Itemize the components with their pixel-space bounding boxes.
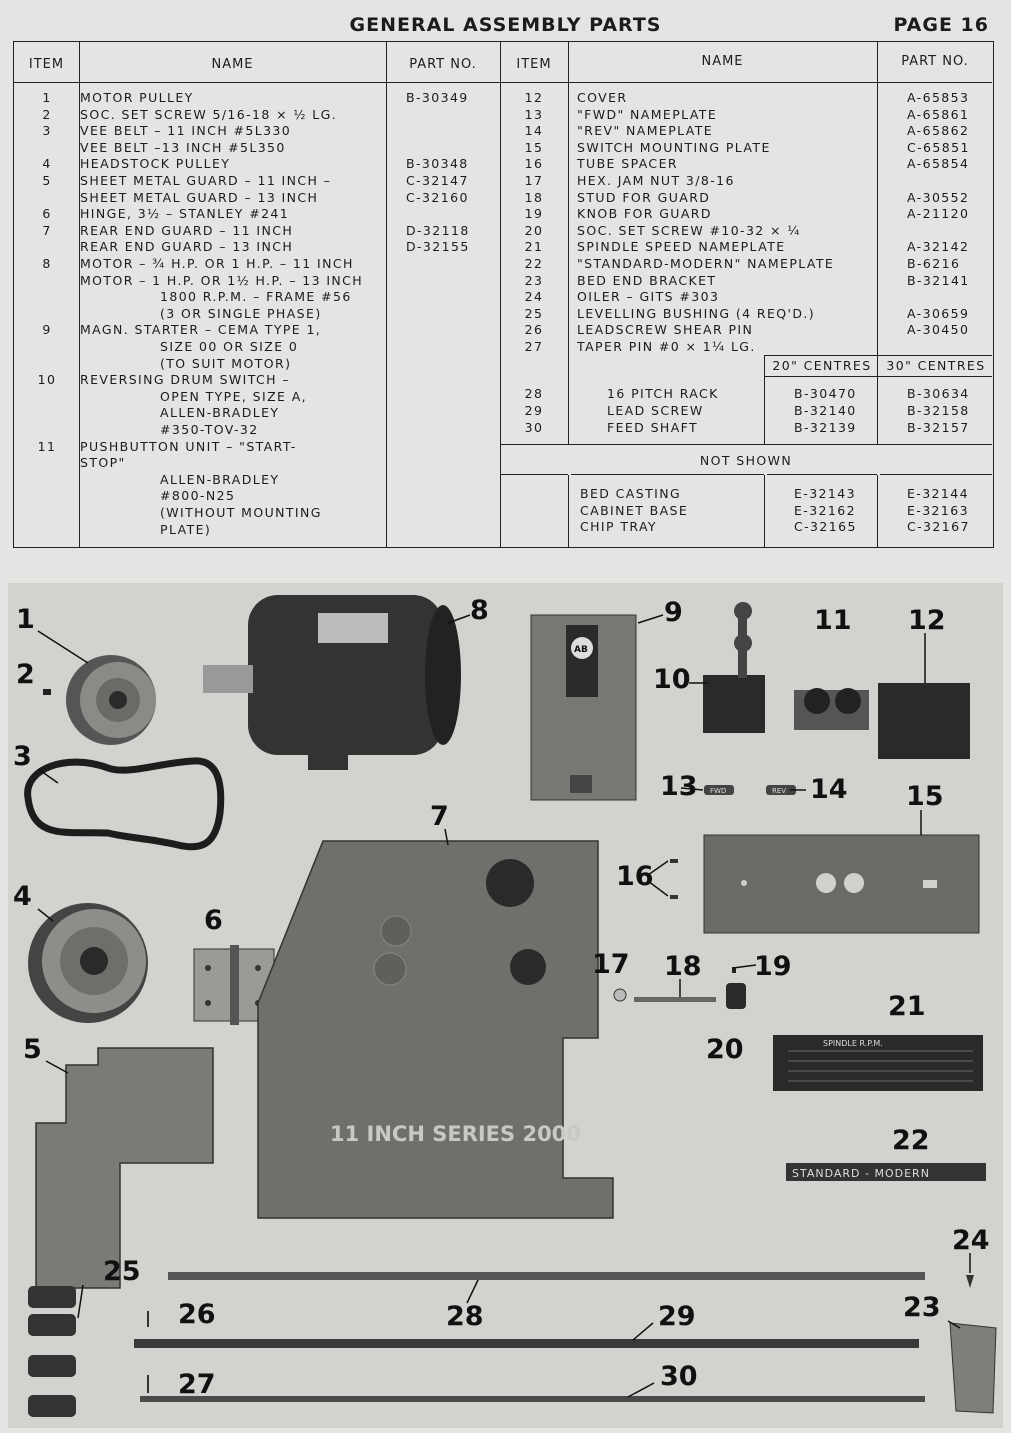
part-name: 16 PITCH RACK [607, 386, 719, 401]
part-number-30: C-32167 [907, 519, 970, 535]
callout-12: 12 [908, 605, 946, 636]
centres-20-header: 20" CENTRES [772, 358, 872, 373]
callout-2: 2 [16, 659, 35, 690]
part-number: A-65861 [907, 106, 970, 122]
item-number: 20 [524, 222, 544, 238]
part-name: "FWD" NAMEPLATE [577, 106, 718, 122]
part-name: (TO SUIT MOTOR) [160, 355, 292, 371]
rpm-plate-title: SPINDLE R.P.M. [823, 1039, 883, 1048]
item-number: 28 [524, 386, 544, 401]
part-name: #800-N25 [160, 488, 236, 504]
part-name: HEADSTOCK PULLEY [80, 156, 231, 172]
part-name: SOC. SET SCREW 5/16-18 × ½ LG. [80, 106, 338, 122]
callout-18: 18 [664, 951, 702, 982]
headstock-pulley [28, 903, 148, 1023]
part-name: SIZE 00 OR SIZE 0 [160, 339, 299, 354]
item-number: 25 [524, 305, 544, 321]
callout-24: 24 [952, 1225, 990, 1256]
header-item-left: ITEM [28, 57, 65, 72]
part-number: B-6216 [907, 256, 961, 271]
guard-casting-text: 11 INCH SERIES 2000 [330, 1122, 581, 1146]
item-number: 4 [42, 156, 52, 172]
header-name-right: NAME [701, 54, 744, 69]
item-number: 16 [524, 156, 544, 172]
part-number-20: B-30470 [794, 386, 857, 401]
oiler [966, 1275, 974, 1288]
part-name: MOTOR – ¾ H.P. OR 1 H.P. – 11 INCH [80, 256, 354, 271]
vee-belt [28, 761, 221, 847]
part-name: TAPER PIN #0 × 1¼ LG. [577, 339, 756, 354]
callout-23: 23 [903, 1292, 941, 1323]
callout-1: 1 [16, 604, 35, 635]
part-number: A-65853 [907, 90, 970, 105]
bed-end-bracket [950, 1323, 996, 1413]
part-number-30: B-30634 [907, 386, 970, 401]
part-name: #350-TOV-32 [160, 422, 259, 437]
callout-30: 30 [660, 1361, 698, 1392]
part-name: CHIP TRAY [580, 519, 657, 535]
callout-20: 19 [754, 951, 792, 982]
spindle-rpm-plate [773, 1035, 983, 1091]
item-number: 14 [524, 123, 544, 139]
rear-end-guard [258, 841, 613, 1218]
part-name: SOC. SET SCREW #10-32 × ¼ [577, 222, 801, 238]
item-number: 19 [524, 206, 544, 222]
callout-25: 25 [103, 1256, 141, 1287]
callout-5: 5 [23, 1034, 42, 1065]
part-number-20: B-32140 [794, 403, 857, 418]
motor [203, 595, 461, 770]
item-number: 23 [524, 272, 544, 288]
part-name: VEE BELT –13 INCH #5L350 [80, 139, 286, 155]
rev-plate-text: REV [772, 787, 787, 795]
item-number: 26 [524, 322, 544, 338]
callout-22: 22 [892, 1125, 930, 1156]
item-number: 2 [42, 106, 52, 122]
part-name: "REV" NAMEPLATE [577, 123, 714, 139]
callout-19: 20 [706, 1034, 744, 1065]
callout-6: 6 [204, 905, 223, 936]
magnetic-starter [531, 615, 636, 800]
part-name: PLATE) [160, 521, 212, 537]
part-name: PUSHBUTTON UNIT – "START- [80, 438, 297, 454]
part-number: C-32147 [406, 173, 469, 188]
item-number: 9 [42, 322, 52, 338]
item-number: 15 [524, 139, 544, 155]
fwd-plate-text: FWD [710, 787, 727, 795]
part-number: A-30450 [907, 322, 970, 338]
callout-11: 11 [814, 605, 852, 636]
ab-logo-text: AB [574, 645, 588, 655]
callout-8: 8 [470, 595, 489, 626]
header-part-left: PART NO. [409, 57, 477, 72]
part-number: D-32118 [406, 222, 470, 238]
lead-screw [134, 1339, 919, 1348]
part-number-20: B-32139 [794, 420, 857, 435]
callout-26: 26 [178, 1299, 216, 1330]
page-title: GENERAL ASSEMBLY PARTS [349, 14, 662, 36]
part-number-20: E-32143 [794, 486, 856, 501]
callout-15: 15 [906, 781, 944, 812]
part-name: REVERSING DRUM SWITCH – [80, 372, 291, 388]
item-number: 17 [524, 173, 544, 188]
callout-7: 7 [430, 801, 449, 832]
part-number: C-32160 [406, 189, 469, 205]
levelling-bushing [28, 1355, 76, 1377]
header-part-right: PART NO. [901, 54, 969, 69]
part-name: COVER [577, 90, 628, 105]
item-number: 30 [524, 420, 544, 435]
item-number: 6 [42, 206, 52, 222]
part-name: BED END BRACKET [577, 272, 717, 288]
item-number: 12 [524, 90, 544, 105]
part-name: MOTOR – 1 H.P. OR 1½ H.P. – 13 INCH [80, 272, 364, 288]
part-number: D-32155 [406, 239, 470, 255]
callout-3: 3 [13, 741, 32, 772]
part-name: CABINET BASE [580, 502, 689, 518]
part-number: B-30349 [406, 90, 469, 105]
part-name: (WITHOUT MOUNTING [160, 505, 322, 520]
part-name: OPEN TYPE, SIZE A, [160, 388, 308, 404]
part-number: B-32141 [907, 272, 970, 288]
part-name: SHEET METAL GUARD – 13 INCH [80, 189, 319, 205]
part-name: OILER – GITS #303 [577, 289, 720, 305]
part-name: SWITCH MOUNTING PLATE [577, 139, 771, 155]
item-number: 27 [524, 339, 544, 354]
stud-for-guard [634, 997, 716, 1002]
item-number: 3 [42, 123, 52, 139]
item-number: 7 [42, 222, 52, 238]
part-number-20: E-32162 [794, 502, 856, 518]
part-name: REAR END GUARD – 11 INCH [80, 222, 294, 238]
parts-table [13, 41, 994, 548]
levelling-bushing [28, 1395, 76, 1417]
item-number: 8 [42, 256, 52, 271]
part-name: STOP" [80, 455, 126, 471]
part-name: 1800 R.P.M. – FRAME #56 [160, 289, 352, 305]
item-number: 13 [524, 106, 544, 122]
sheet-metal-guard [36, 1048, 213, 1288]
part-name: VEE BELT – 11 INCH #5L330 [80, 123, 292, 139]
callout-13: 13 [660, 771, 698, 802]
levelling-bushing [28, 1286, 76, 1308]
hex-jam-nut [614, 989, 626, 1001]
part-number: A-30659 [907, 305, 970, 321]
item-number: 29 [524, 403, 544, 418]
levelling-bushing [28, 1314, 76, 1336]
part-name: REAR END GUARD – 13 INCH [80, 239, 294, 255]
drum-switch [703, 602, 765, 733]
parts-photograph [8, 583, 1003, 1428]
item-number: 22 [524, 256, 544, 271]
feed-shaft [140, 1396, 925, 1402]
part-name: LEVELLING BUSHING (4 REQ'D.) [577, 305, 816, 321]
part-number-30: B-32157 [907, 420, 970, 435]
part-number: A-30552 [907, 189, 970, 205]
part-name: HEX. JAM NUT 3/8-16 [577, 173, 735, 188]
callout-4: 4 [13, 881, 32, 912]
part-name: HINGE, 3½ – STANLEY #241 [80, 206, 290, 222]
switch-mounting-plate [704, 835, 979, 933]
callout-28: 28 [446, 1301, 484, 1332]
part-name: BED CASTING [580, 486, 682, 501]
tube-spacer [670, 859, 678, 863]
part-number-30: B-32158 [907, 403, 970, 418]
part-name: FEED SHAFT [607, 420, 699, 435]
callout-27: 27 [178, 1369, 216, 1400]
header-name-left: NAME [211, 57, 254, 72]
item-number: 21 [524, 239, 544, 255]
tube-spacer [670, 895, 678, 899]
item-number: 5 [42, 173, 52, 188]
item-number: 1 [42, 90, 52, 105]
part-name: LEAD SCREW [607, 403, 704, 418]
part-name: STUD FOR GUARD [577, 189, 711, 205]
item-number: 24 [524, 289, 544, 305]
part-number: A-32142 [907, 239, 970, 255]
part-name: MAGN. STARTER – CEMA TYPE 1, [80, 322, 322, 338]
item-number: 10 [37, 372, 57, 388]
callout-29: 29 [658, 1301, 696, 1332]
part-number: B-30348 [406, 156, 469, 172]
part-name: SHEET METAL GUARD – 11 INCH – [80, 173, 332, 188]
standard-modern-plate [786, 1163, 986, 1181]
not-shown-label: NOT SHOWN [699, 453, 793, 468]
part-number: A-65862 [907, 123, 970, 139]
cover-plate [878, 683, 970, 759]
part-name: LEADSCREW SHEAR PIN [577, 322, 754, 338]
part-name: TUBE SPACER [577, 156, 678, 172]
callout-9: 9 [664, 597, 683, 628]
part-number-30: E-32163 [907, 502, 969, 518]
part-name: ALLEN-BRADLEY [160, 471, 280, 487]
part-number-20: C-32165 [794, 519, 857, 535]
motor-pulley [66, 655, 156, 745]
pushbutton-unit [794, 688, 869, 730]
page-number: PAGE 16 [893, 14, 989, 36]
set-screw [43, 689, 51, 695]
parts-illustration [8, 583, 1003, 1428]
part-name: MOTOR PULLEY [80, 90, 194, 105]
callout-17: 17 [592, 949, 630, 980]
header-item-right: ITEM [516, 57, 552, 72]
item-number: 11 [37, 438, 57, 454]
part-name: KNOB FOR GUARD [577, 206, 712, 222]
part-name: SPINDLE SPEED NAMEPLATE [577, 239, 786, 255]
part-name: "STANDARD-MODERN" NAMEPLATE [577, 256, 835, 271]
callout-14: 14 [810, 774, 848, 805]
part-name: ALLEN-BRADLEY [160, 405, 280, 421]
nameplate-text: STANDARD - MODERN [792, 1167, 930, 1180]
callout-16: 16 [616, 861, 654, 892]
callout-10: 10 [653, 664, 691, 695]
part-number: A-21120 [907, 206, 970, 222]
centres-30-header: 30" CENTRES [886, 358, 986, 373]
part-number: A-65854 [907, 156, 970, 172]
callout-21: 21 [888, 991, 926, 1022]
pitch-rack [168, 1272, 925, 1280]
part-name: (3 OR SINGLE PHASE) [160, 305, 322, 321]
part-number: C-65851 [907, 139, 970, 155]
part-number-30: E-32144 [907, 486, 969, 501]
guard-knob [726, 983, 746, 1009]
item-number: 18 [524, 189, 544, 205]
